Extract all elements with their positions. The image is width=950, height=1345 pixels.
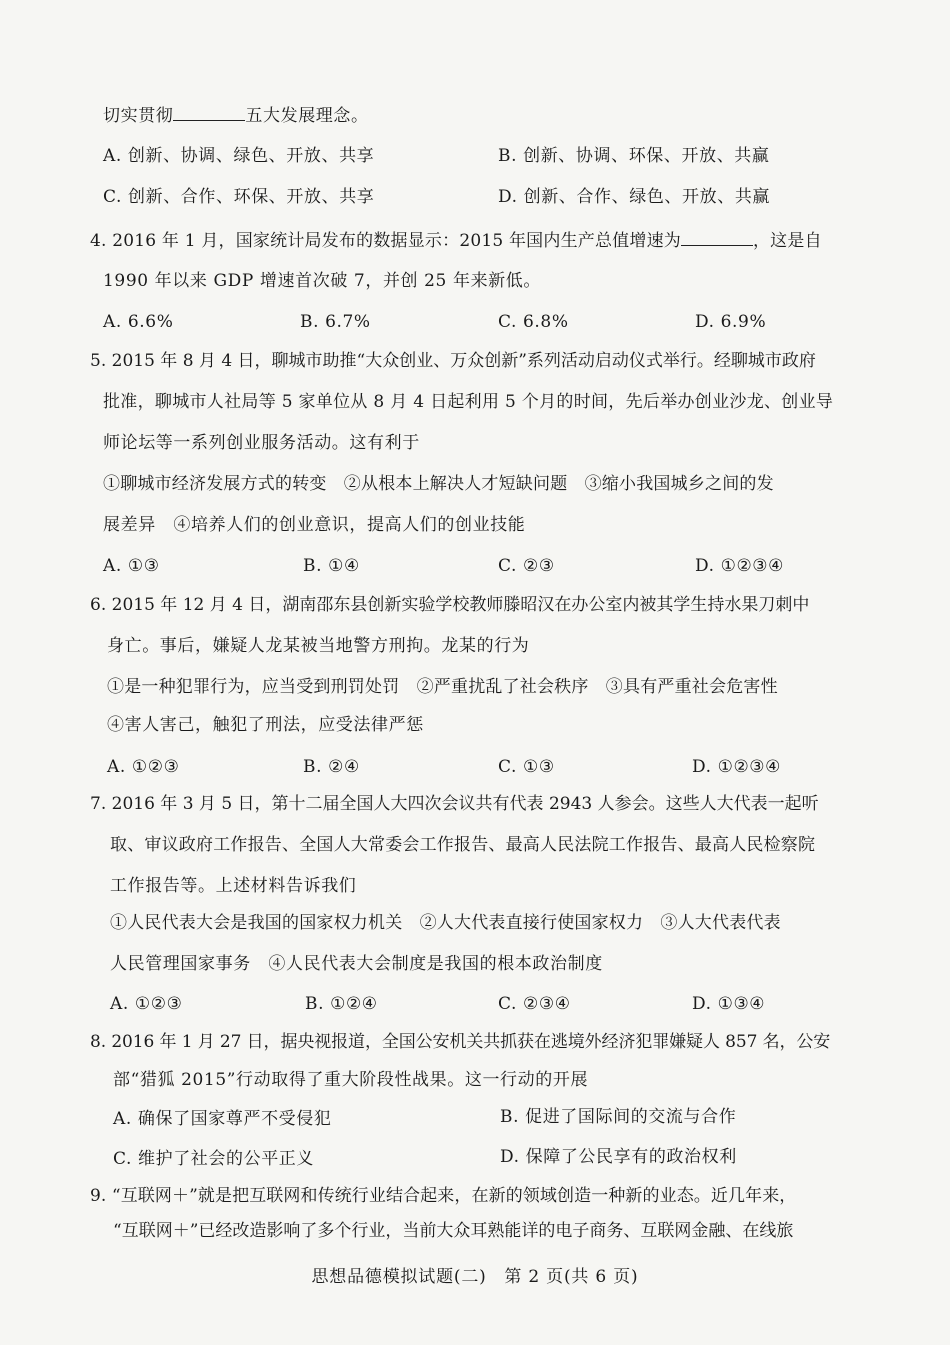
q4-option-d: D. 6.9% xyxy=(695,312,767,332)
q6-statements-line1: ①是一种犯罪行为，应当受到刑罚处罚 ②严重扰乱了社会秩序 ③具有严重社会危害性 xyxy=(107,677,778,697)
q7-option-b: B. ①②④ xyxy=(305,994,378,1014)
q7-stem-line1: 7. 2016 年 3 月 5 日，第十二届全国人大四次会议共有代表 2943 人参会。这些人大代表一起听 xyxy=(90,794,819,814)
q5-option-b: B. ①④ xyxy=(303,556,360,576)
q5-stem-line1: 5. 2015 年 8 月 4 日，聊城市助推“大众创业、万众创新”系列活动启动仪式举行。经聊城市政府 xyxy=(90,351,816,371)
q5-option-d: D. ①②③④ xyxy=(695,556,784,576)
q6-option-b: B. ②④ xyxy=(303,757,360,777)
q6-option-d: D. ①②③④ xyxy=(692,757,781,777)
q7-stem-line3: 工作报告等。上述材料告诉我们 xyxy=(110,876,357,896)
q3-stem-before: 切实贯彻 xyxy=(103,106,174,126)
page-footer: 思想品德模拟试题(二) 第 2 页(共 6 页) xyxy=(311,1267,639,1287)
q8-option-a: A. 确保了国家尊严不受侵犯 xyxy=(113,1109,332,1129)
q8-option-b: B. 促进了国际间的交流与合作 xyxy=(500,1107,737,1127)
q7-stem-line2: 取、审议政府工作报告、全国人大常委会工作报告、最高人民法院工作报告、最高人民检察院 xyxy=(110,835,816,855)
q3-option-c: C. 创新、合作、环保、开放、共享 xyxy=(103,187,375,207)
q4-option-b: B. 6.7% xyxy=(300,312,371,332)
q6-statements-line2: ④害人害己，触犯了刑法，应受法律严惩 xyxy=(107,715,424,735)
q4-option-c: C. 6.8% xyxy=(498,312,569,332)
q4-stem-before: 4. 2016 年 1 月，国家统计局发布的数据显示：2015 年国内生产总值增速为 xyxy=(90,231,681,251)
q5-statements-line2: 展差异 ④培养人们的创业意识，提高人们的创业技能 xyxy=(103,515,526,535)
q8-stem-line1: 8. 2016 年 1 月 27 日，据央视报道，全国公安机关共抓获在逃境外经济犯罪嫌疑人 857 名，公安 xyxy=(90,1032,831,1052)
q8-option-d: D. 保障了公民享有的政治权利 xyxy=(500,1147,737,1167)
q4-stem-after: ，这是自 xyxy=(752,231,822,251)
q7-option-a: A. ①②③ xyxy=(110,994,183,1014)
q4-stem-line2: 1990 年以来 GDP 增速首次破 7，并创 25 年来新低。 xyxy=(103,271,541,291)
q3-stem-after: 五大发展理念。 xyxy=(245,106,369,126)
q6-option-a: A. ①②③ xyxy=(107,757,180,777)
answer-blank xyxy=(173,104,245,121)
answer-blank xyxy=(681,229,753,246)
q4-option-a: A. 6.6% xyxy=(103,312,174,332)
q7-option-d: D. ①③④ xyxy=(692,994,766,1014)
q9-stem-line1: 9. “互联网＋”就是把互联网和传统行业结合起来，在新的领域创造一种新的业态。近几年来， xyxy=(90,1186,797,1206)
q5-statements-line1: ①聊城市经济发展方式的转变 ②从根本上解决人才短缺问题 ③缩小我国城乡之间的发 xyxy=(103,474,774,494)
q3-option-d: D. 创新、合作、绿色、开放、共赢 xyxy=(498,187,771,207)
q8-stem-line2: 部“猎狐 2015”行动取得了重大阶段性战果。这一行动的开展 xyxy=(113,1070,589,1090)
q5-stem-line2: 批准，聊城市人社局等 5 家单位从 8 月 4 日起利用 5 个月的时间，先后举办创业沙龙、创业导 xyxy=(103,392,834,412)
q9-stem-line2: “互联网＋”已经改造影响了多个行业，当前大众耳熟能详的电子商务、互联网金融、在线旅 xyxy=(113,1221,794,1241)
q3-stem xyxy=(103,104,369,127)
q6-stem-line2: 身亡。事后，嫌疑人龙某被当地警方刑拘。龙某的行为 xyxy=(107,636,530,656)
q5-option-a: A. ①③ xyxy=(103,556,160,576)
q3-option-a: A. 创新、协调、绿色、开放、共享 xyxy=(103,146,375,166)
q3-option-b: B. 创新、协调、环保、开放、共赢 xyxy=(498,146,770,166)
q7-option-c: C. ②③④ xyxy=(498,994,571,1014)
q6-option-c: C. ①③ xyxy=(498,757,555,777)
q6-stem-line1: 6. 2015 年 12 月 4 日，湖南邵东县创新实验学校教师滕昭汉在办公室内被其学生持水果刀刺中 xyxy=(90,595,810,615)
q8-option-c: C. 维护了社会的公平正义 xyxy=(113,1149,315,1169)
q7-statements-line1: ①人民代表大会是我国的国家权力机关 ②人大代表直接行使国家权力 ③人大代表代表 xyxy=(110,913,781,933)
q7-statements-line2: 人民管理国家事务 ④人民代表大会制度是我国的根本政治制度 xyxy=(110,954,603,974)
q4-stem-line1 xyxy=(90,229,822,252)
q5-stem-line3: 师论坛等一系列创业服务活动。这有利于 xyxy=(103,433,420,453)
q5-option-c: C. ②③ xyxy=(498,556,555,576)
